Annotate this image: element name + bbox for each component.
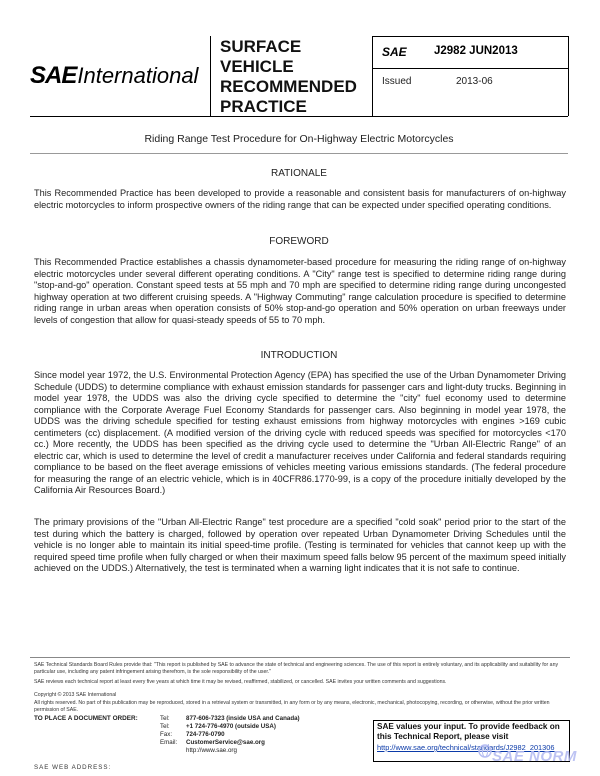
footer-fine-print: SAE reviews each technical report at least every five years at which time it may be revised, reaffirmed, stabilized, or cancelled. SAE invites your written comments and suggestions.	[34, 679, 447, 685]
issued-label: Issued	[382, 76, 412, 87]
order-row-label: Tel:	[160, 723, 170, 730]
introduction-paragraph: The primary provisions of the "Urban All-Electric Range" test procedure are a specified "cold soak" period prior to the start of the test during which the battery is charged, followed by operation over repeated Urban Dynamometer Driving Schedules until the vehicle is no longer able to maintain its initial speed-time profile. (Testing is terminated for vehicles that cannot keep up with the required speed time profile when fully charged or when their maximum speed falls below 95 percent of the maximum speed initially achieved on the UDDS.) Alternatively, the test is terminated when a warning light indicates that it is not safe to continue.	[34, 517, 566, 573]
foreword-paragraph: This Recommended Practice establishes a chassis dynamometer-based procedure for measuring the riding range of on-highway electric motorcycles under several different operating conditions. A "City" range test is specified to determine riding range during "stop-and-go" operation. Constant speed tests at 55 mph and 70 mph are specified to determine riding range during uncongested highway operation at two different cruising speeds. A "Highway Commuting" range calculation procedure is specified to determine riding range in urban areas when operation consists of 50% stop-and-go operation and 50% operation on urban freeways under levels of congestion that allow for quasi-steady speeds of 55 to 70 mph.	[34, 257, 566, 325]
sae-web-address-label: SAE WEB ADDRESS:	[34, 764, 112, 771]
header-divider	[372, 36, 568, 37]
order-row-value[interactable]: CustomerService@sae.org	[186, 739, 265, 746]
order-row-value: +1 724-776-4970 (outside USA)	[186, 723, 276, 730]
sae-international-logo	[30, 36, 210, 116]
order-row-label: Tel:	[160, 715, 170, 722]
section-heading-foreword: FOREWORD	[269, 236, 329, 247]
footer-fine-print: All rights reserved. No part of this publication may be reproduced, stored in a retrieval system or transmitted, in any form or by any means, electronic, mechanical, photocopying, recording, or otherwise, without the prior written permission of SAE.	[34, 700, 550, 713]
footer-copyright: Copyright © 2013 SAE International	[34, 692, 117, 698]
header-divider	[372, 68, 568, 69]
order-label: TO PLACE A DOCUMENT ORDER:	[34, 715, 138, 722]
globe-icon	[478, 744, 492, 758]
section-heading-rationale: RATIONALE	[271, 168, 327, 179]
introduction-paragraph: Since model year 1972, the U.S. Environmental Protection Agency (EPA) has specified the use of the Urban Dynamometer Driving Schedule (UDDS) to determine compliance with exhaust emission standards for passenger cars and light-duty trucks. Beginning in model year 1978, the UDDS was also the driving cycle specified to determine the "city" fuel economy used to determine compliance with the Corporate Average Fuel Economy Standards for passenger cars. Also beginning in model year 1978, the UDDS was the driving schedule specified for testing exhaust emissions from highway motorcycles with engines >169 cubic centimeters (cc) displacement. (A modified version of the driving cycle with reduced speeds was specified for motorcycles <170 cc.) More recently, the UDDS has been specified as the driving cycle used to determine the "Urban All-Electric Range" of an electric car, which is used to determine the level of credit a manufacturer receives under California and federal standards requiring compliance to be based on the fleet average emissions of vehicles meeting various emissions standards. (The federal procedure for measuring the range of an electric vehicle, which is in 40CFR86.1770-99, is a copy of the procedure initially developed by the California Air Resources Board.)	[34, 370, 566, 495]
doc-type-line: SURFACE	[220, 37, 302, 56]
footer-rule	[30, 657, 570, 658]
footer-fine-print: SAE Technical Standards Board Rules provide that: "This report is published by SAE to advance the state of technical and engineering sciences. The use of this report is entirely voluntary, and its applicability and suitability for any particular use, including any patent infringement arising therefrom, is the sole responsibility of the user."	[34, 662, 559, 675]
header-divider	[30, 116, 568, 117]
feedback-text: SAE values your input. To provide feedback on this Technical Report, please visit	[377, 722, 560, 741]
order-row-value[interactable]: http://www.sae.org	[186, 747, 237, 754]
small-sae-logo: SAE	[382, 45, 407, 59]
section-heading-introduction: INTRODUCTION	[260, 350, 338, 361]
doc-type-line: RECOMMENDED	[220, 77, 357, 96]
issued-date: 2013-06	[456, 76, 493, 87]
doc-type-line: VEHICLE	[220, 57, 294, 76]
logo-international-text: International	[77, 63, 199, 88]
document-title: Riding Range Test Procedure for On-Highway Electric Motorcycles	[144, 133, 454, 145]
order-row-value: 724-776-0790	[186, 731, 225, 738]
logo-sae-text: SAE	[30, 62, 77, 89]
document-number: J2982 JUN2013	[434, 45, 518, 57]
header-divider	[210, 36, 211, 116]
doc-type-line: PRACTICE	[220, 97, 307, 116]
header-divider	[568, 36, 569, 116]
header-divider	[372, 36, 373, 116]
watermark: SAE NORM	[492, 748, 577, 765]
order-row-value: 877-606-7323 (inside USA and Canada)	[186, 715, 300, 722]
order-row-label: Email:	[160, 739, 178, 746]
document-type	[220, 37, 370, 117]
feedback-link[interactable]: http://www.sae.org/technical/standards/J2982_201306	[377, 743, 555, 752]
order-row-label: Fax:	[160, 731, 173, 738]
title-rule	[30, 153, 568, 154]
rationale-paragraph: This Recommended Practice has been developed to provide a reasonable and consistent basis for manufacturers of on-highway electric motorcycles to inform prospective owners of the riding range that can be expected under specified operating conditions.	[34, 188, 566, 210]
